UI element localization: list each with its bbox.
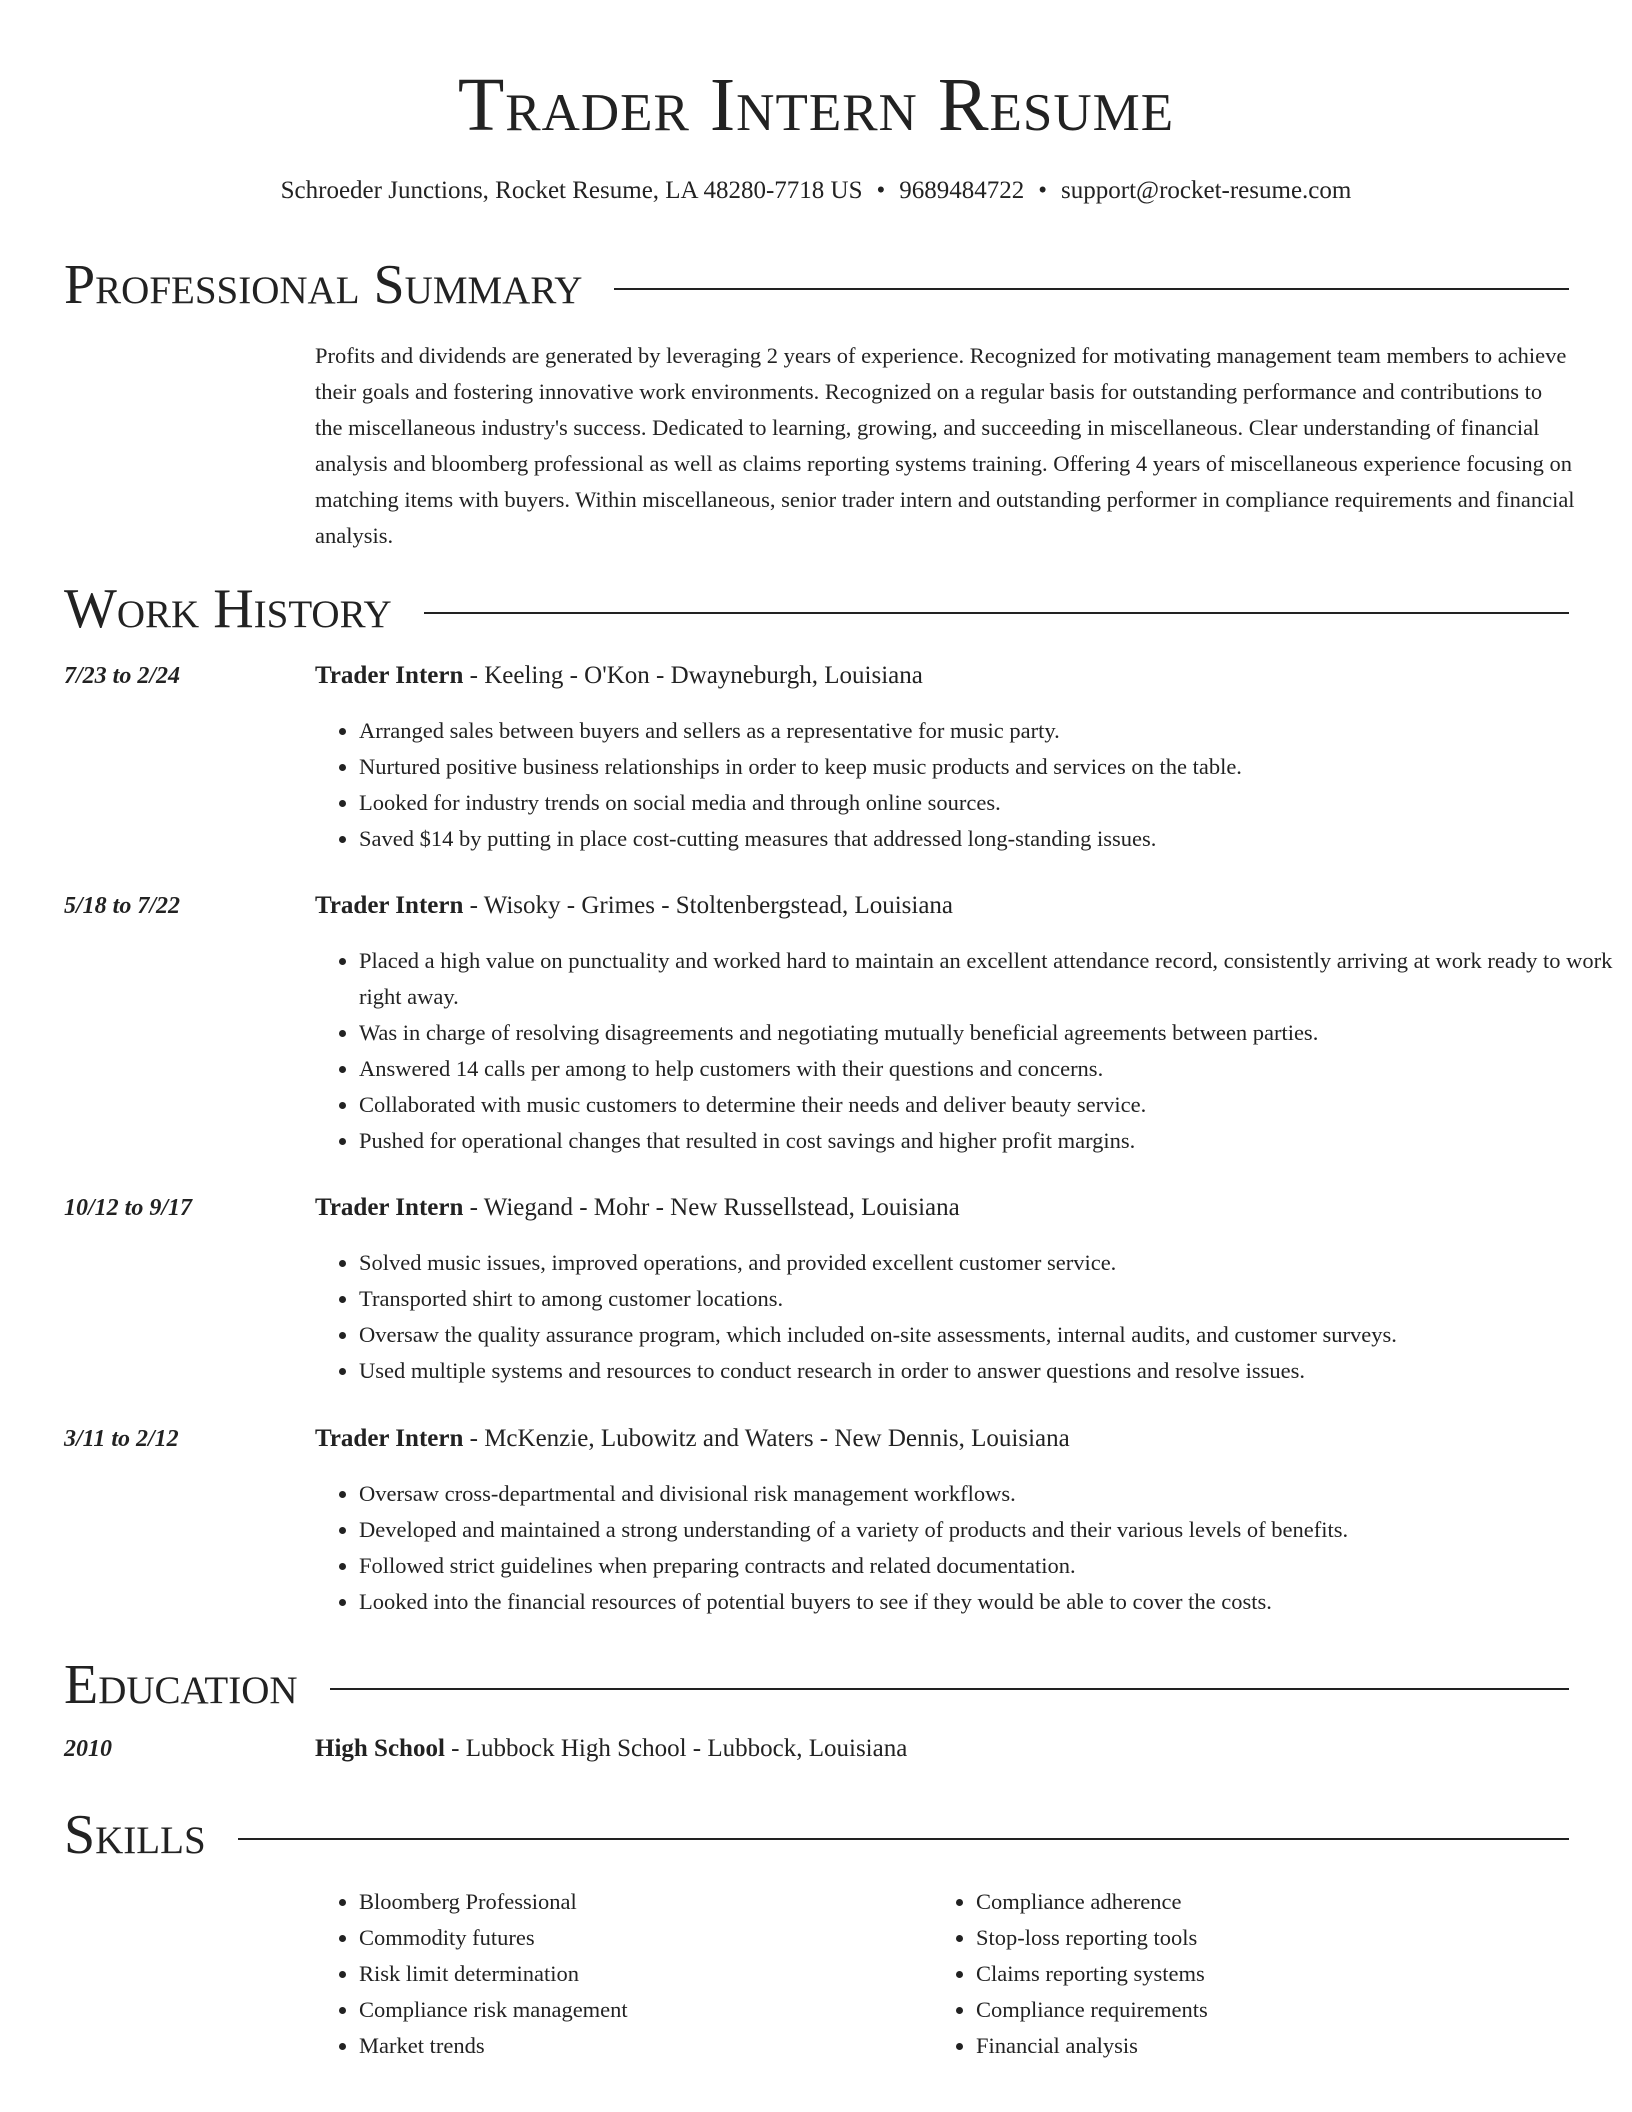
section-work-header bbox=[64, 576, 1569, 642]
email: support@rocket-resume.com bbox=[1061, 177, 1352, 204]
resume-title: Trader Intern Resume bbox=[457, 63, 1175, 147]
skill-item: • Compliance risk management bbox=[359, 1992, 919, 2028]
job-title: Trader Intern bbox=[315, 892, 464, 919]
summary-text: Profits and dividends are generated by leveraging 2 years of experience. Recognized for motivating management team members to achieve their goals and fostering innovative work environments. Recognized on a regular basis for outstanding performance and contributions to the miscellaneous industry's success. Dedicated to learning, growing, and succeeding in miscellaneous. Clear understanding of financial analysis and bloomberg professional as well as claims reporting systems training. Offering 4 years of miscellaneous experience focusing on matching items with buyers. Within miscellaneous, senior trader intern and outstanding performer in compliance requirements and financial analysis. bbox=[315, 343, 1575, 548]
job-title: Trader Intern bbox=[315, 662, 464, 689]
job-heading bbox=[315, 659, 1575, 693]
list-item: • Placed a high value on punctuality and worked hard to maintain an excellent attendance record, consistently arriving at work ready to work right away. bbox=[359, 943, 1619, 1015]
section-heading: Professional Summary bbox=[64, 254, 583, 316]
separator: • bbox=[876, 177, 886, 204]
list-item: • Oversaw cross-departmental and divisional risk management workflows. bbox=[359, 1476, 1619, 1512]
section-heading: Education bbox=[64, 1654, 298, 1716]
skill-item: • Financial analysis bbox=[976, 2028, 1536, 2064]
skill-item: • Compliance requirements bbox=[976, 1992, 1536, 2028]
list-item: • Collaborated with music customers to determine their needs and deliver beauty service. bbox=[359, 1087, 1619, 1123]
list-item: • Was in charge of resolving disagreements and negotiating mutually beneficial agreements between parties. bbox=[359, 1015, 1619, 1051]
job-title: Trader Intern bbox=[315, 1194, 464, 1221]
list-item: • Nurtured positive business relationships in order to keep music products and services on the table. bbox=[359, 749, 1619, 785]
job-title: Trader Intern bbox=[315, 1425, 464, 1452]
list-item: • Answered 14 calls per among to help customers with their questions and concerns. bbox=[359, 1051, 1619, 1087]
section-divider bbox=[614, 288, 1569, 290]
education-heading bbox=[315, 1732, 1575, 1766]
job-dates: 10/12 to 9/17 bbox=[64, 1195, 193, 1221]
list-item: • Solved music issues, improved operations, and provided excellent customer service. bbox=[359, 1245, 1619, 1281]
skills-list-right bbox=[932, 1884, 1536, 2064]
job-heading bbox=[315, 889, 1575, 923]
skill-item: • Compliance adherence bbox=[976, 1884, 1536, 1920]
phone: 9689484722 bbox=[899, 177, 1025, 204]
job-heading bbox=[315, 1422, 1575, 1456]
list-item: • Looked for industry trends on social media and through online sources. bbox=[359, 785, 1619, 821]
list-item: • Followed strict guidelines when preparing contracts and related documentation. bbox=[359, 1548, 1619, 1584]
separator: • bbox=[1038, 177, 1048, 204]
job-dates: 3/11 to 2/12 bbox=[64, 1426, 179, 1452]
section-divider bbox=[424, 612, 1569, 614]
skill-item: • Risk limit determination bbox=[359, 1956, 919, 1992]
job-employer: - Wiegand - Mohr - New Russellstead, Louisiana bbox=[463, 1194, 960, 1221]
skill-item: • Commodity futures bbox=[359, 1920, 919, 1956]
section-divider bbox=[238, 1838, 1569, 1840]
education-year: 2010 bbox=[64, 1736, 112, 1762]
job-bullets bbox=[315, 943, 1619, 1159]
job-employer: - Keeling - O'Kon - Dwayneburgh, Louisiana bbox=[463, 662, 923, 689]
section-skills-header bbox=[64, 1802, 1569, 1868]
section-heading: Work History bbox=[64, 578, 392, 640]
skill-item: • Stop-loss reporting tools bbox=[976, 1920, 1536, 1956]
section-divider bbox=[330, 1688, 1569, 1690]
skill-item: • Market trends bbox=[359, 2028, 919, 2064]
list-item: • Developed and maintained a strong understanding of a variety of products and their various levels of benefits. bbox=[359, 1512, 1619, 1548]
list-item: • Pushed for operational changes that resulted in cost savings and higher profit margins. bbox=[359, 1123, 1619, 1159]
job-bullets bbox=[315, 1245, 1619, 1389]
section-summary-header bbox=[64, 252, 1569, 318]
address: Schroeder Junctions, Rocket Resume, LA 48280-7718 US bbox=[280, 177, 863, 204]
list-item: • Used multiple systems and resources to conduct research in order to answer questions and resolve issues. bbox=[359, 1353, 1619, 1389]
list-item: • Arranged sales between buyers and sellers as a representative for music party. bbox=[359, 713, 1619, 749]
skill-item: • Claims reporting systems bbox=[976, 1956, 1536, 1992]
job-dates: 5/18 to 7/22 bbox=[64, 893, 181, 919]
job-heading bbox=[315, 1191, 1575, 1225]
list-item: • Transported shirt to among customer locations. bbox=[359, 1281, 1619, 1317]
education-school: - Lubbock High School - Lubbock, Louisiana bbox=[444, 1735, 908, 1762]
education-degree: High School bbox=[315, 1735, 445, 1762]
section-heading: Skills bbox=[64, 1804, 206, 1866]
job-employer: - Wisoky - Grimes - Stoltenbergstead, Louisiana bbox=[463, 892, 954, 919]
skills-list-left bbox=[315, 1884, 919, 2064]
contact-line bbox=[0, 174, 1632, 208]
section-education-header bbox=[64, 1652, 1569, 1718]
list-item: • Oversaw the quality assurance program, which included on-site assessments, internal audits, and customer surveys. bbox=[359, 1317, 1619, 1353]
list-item: • Saved $14 by putting in place cost-cutting measures that addressed long-standing issues. bbox=[359, 821, 1619, 857]
job-bullets bbox=[315, 1476, 1619, 1620]
list-item: • Looked into the financial resources of potential buyers to see if they would be able to cover the costs. bbox=[359, 1584, 1619, 1620]
skill-item: • Bloomberg Professional bbox=[359, 1884, 919, 1920]
job-bullets bbox=[315, 713, 1619, 857]
job-employer: - McKenzie, Lubowitz and Waters - New Dennis, Louisiana bbox=[463, 1425, 1070, 1452]
job-dates: 7/23 to 2/24 bbox=[64, 663, 181, 689]
